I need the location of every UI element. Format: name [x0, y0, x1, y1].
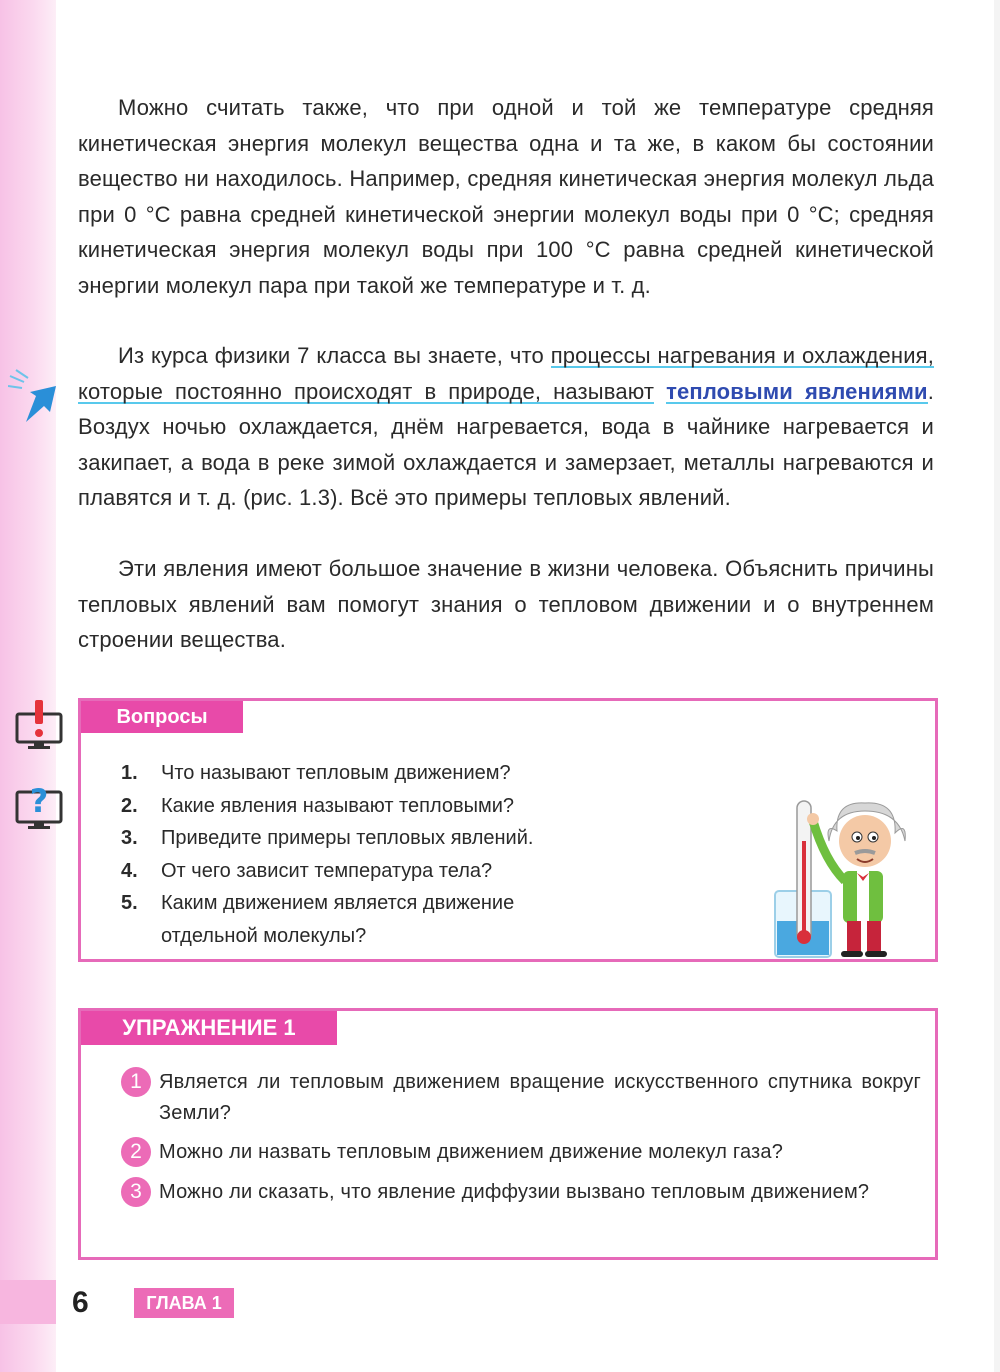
exercise-title: УПРАЖНЕНИЕ 1 [81, 1011, 337, 1045]
term-thermal-phenomena: тепловыми явлениями [666, 378, 928, 404]
exercise-box [78, 1008, 938, 1260]
paragraph-3-text: Эти явления имеют большое значение в жизни человека. Объяснить причины тепловых явлений вам помогут знания о тепловом движении и о внутреннем строении вещества. [78, 556, 934, 652]
exercise-item-1 [121, 1067, 921, 1129]
question-number: 2. [121, 794, 138, 817]
question-item [121, 757, 561, 790]
exercise-item-3 [121, 1177, 921, 1208]
exclamation-monitor-icon [14, 700, 64, 750]
chapter-label: ГЛАВА 1 [134, 1288, 234, 1318]
question-text: Приведите примеры тепловых явлений. [161, 827, 534, 849]
exercise-text: Можно ли сказать, что явление диффузии вызвано тепловым движением? [159, 1181, 870, 1203]
paragraph-2 [78, 338, 934, 516]
paragraph-1-text: Можно считать также, что при одной и той же температуре средняя кинетическая энергия молекул вещества одна и та же, в каком бы состоянии вещество ни находилось. Например, средняя кинетическая энергия молекул льда при 0 °С равна средней кинетической энергии молекул воды при 0 °С; средняя кинетическая энергия молекул воды при 100 °С равна средней кинетической энергии молекул пара при такой же температуре и т. д. [78, 95, 934, 298]
footer-band [0, 1280, 56, 1324]
paragraph-2-rest: . Воздух ночью охлаждается, днём нагревается, вода в чайнике нагревается и закипает, а вода в реке зимой охлаждается и замерзает, металлы нагреваются и плавятся и т. д. (рис. 1.3). Всё это примеры тепловых явлений. [78, 378, 934, 510]
exercise-number-badge: 3 [121, 1177, 151, 1207]
questions-title: Вопросы [81, 701, 243, 733]
exercise-item-2 [121, 1137, 921, 1168]
question-number: 4. [121, 859, 138, 882]
question-monitor-icon [14, 780, 64, 830]
highlight-arrow-icon [8, 368, 68, 428]
right-page-edge [994, 0, 1000, 1372]
exercise-text: Можно ли назвать тепловым движением движение молекул газа? [159, 1141, 784, 1163]
questions-box [78, 698, 938, 962]
questions-list [121, 757, 561, 952]
question-item [121, 822, 561, 855]
paragraph-3 [78, 551, 934, 658]
question-text: От чего зависит температура тела? [161, 859, 493, 882]
question-text: Какие явления называют тепловыми? [161, 794, 515, 817]
question-item [121, 887, 561, 952]
question-item [121, 790, 561, 823]
question-text: Каким движением является движение отдельной молекулы? [161, 892, 515, 947]
question-number: 5. [121, 892, 138, 914]
definition-highlight: процессы нагревания и охлаждения, которые постоянно происходят в природе, называют [78, 343, 934, 404]
paragraph-1 [78, 90, 934, 303]
exercise-number-badge: 2 [121, 1137, 151, 1167]
exercise-number-badge: 1 [121, 1067, 151, 1097]
page-number: 6 [72, 1286, 89, 1319]
svg-text:?: ? [29, 782, 49, 820]
left-margin-band [0, 0, 56, 1372]
question-text: Что называют тепловым движением? [161, 762, 511, 784]
question-number: 3. [121, 827, 138, 849]
paragraph-2-lead: Из курса физики 7 класса вы знаете, что [118, 343, 551, 368]
exercise-text: Является ли тепловым движением вращение искусственного спутника вокруг Земли? [159, 1071, 921, 1124]
question-item [121, 855, 561, 888]
scientist-with-thermometer-illustration [767, 781, 917, 959]
question-number: 1. [121, 762, 138, 784]
